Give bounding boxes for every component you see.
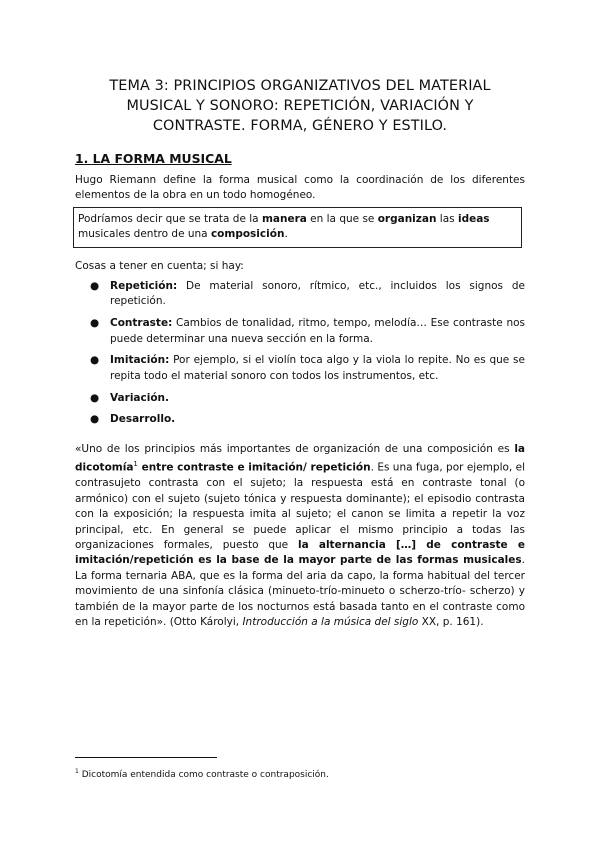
quote-bold: la alternancia […] de contraste e imitación/repetición es la base de la mayor parte de las formas musicales <box>75 538 525 567</box>
title-line: MUSICAL Y SONORO: REPETICIÓN, VARIACIÓN Y <box>126 98 474 114</box>
footnote <box>75 766 329 781</box>
title-line: CONTRASTE. FORMA, GÉNERO Y ESTILO. <box>152 118 448 134</box>
document-title <box>60 76 540 136</box>
considerations-intro: Cosas a tener en cuenta; si hay: <box>75 260 244 272</box>
box-bold: manera <box>261 213 307 225</box>
list-item-term: Variación. <box>110 391 170 404</box>
quote-bold: la dicotomía <box>75 443 525 474</box>
quote-bold: entre contraste e imitación/ repetición <box>137 461 371 474</box>
list-item <box>90 353 525 384</box>
quote-text: . Es una fuga, por ejemplo, el contrasujeto contrasta con el sujeto; la respuesta está en contraste tonal (o armónico) con el sujeto (sujeto tónica y respuesta dominante); el episodio contrasta con la exposición; la respuesta imita al sujeto; el canon se limita a repetir la voz principal, etc. En general se puede aplicar el mismo principio a todas las organizaciones formales, puesto que <box>75 461 525 551</box>
box-bold: ideas <box>457 213 490 225</box>
list-item-text: Cambios de tonalidad, ritmo, tempo, melodía… Ese contraste nos puede determinar una nueva sección en la forma. <box>110 317 525 345</box>
quote-italic: Introducción a la música del siglo <box>242 615 419 628</box>
list-item <box>90 391 525 406</box>
section-heading: 1. LA FORMA MUSICAL <box>75 151 232 166</box>
footnote-ref[interactable]: 1 <box>133 460 138 469</box>
box-text: en la que se <box>306 213 378 225</box>
list-item <box>90 412 525 427</box>
quote-text: XX, p. 161). <box>418 615 484 628</box>
box-bold: organizan <box>377 213 437 225</box>
list-item-text: De material sonoro, rítmico, etc., incluidos los signos de repetición. <box>110 280 525 308</box>
footnote-text: Dicotomía entendida como contraste o contraposición. <box>78 770 329 780</box>
list-item <box>90 316 525 347</box>
bullet-icon: ● <box>90 413 100 426</box>
quote-text: . La forma ternaria ABA, que es la forma del aria da capo, la forma habitual del tercer movimiento de una sinfonía clásica (minueto-trío-minueto o scherzo-trío- scherzo) y también de la mayor parte de los nocturnos está basada tanto en el contraste como en la repetición». (Otto Károlyi, <box>75 554 525 628</box>
list-item-term: Repetición: <box>110 280 178 292</box>
box-text: . <box>284 228 288 241</box>
bullet-icon: ● <box>90 354 100 367</box>
list-item-text: Por ejemplo, si el violín toca algo y la viola lo repite. No es que se repita todo el material sonoro con todos los instrumentos, etc. <box>110 354 525 382</box>
box-bold: composición <box>210 228 285 241</box>
box-text: las <box>436 213 458 225</box>
quote-paragraph <box>75 442 525 630</box>
title-line: TEMA 3: PRINCIPIOS ORGANIZATIVOS DEL MATERIAL <box>109 78 491 94</box>
bullet-icon: ● <box>90 280 100 292</box>
box-text: musicales dentro de una <box>78 228 211 241</box>
considerations-list <box>90 279 525 434</box>
box-text: Podríamos decir que se trata de la <box>78 213 262 225</box>
footnote-divider <box>75 757 217 758</box>
quote-text: «Uno de los principios más importantes de organización de una composición es <box>75 443 515 455</box>
bullet-icon: ● <box>90 391 100 404</box>
list-item <box>90 279 525 310</box>
highlight-box <box>73 207 522 248</box>
list-item-term: Contraste: <box>110 317 173 330</box>
list-item-term: Desarrollo. <box>110 413 176 426</box>
list-item-term: Imitación: <box>110 354 170 367</box>
footnote-number: 1 <box>75 768 79 775</box>
bullet-icon: ● <box>90 317 100 330</box>
intro-paragraph: Hugo Riemann define la forma musical como la coordinación de los diferentes elementos de la obra en un todo homogéneo. <box>75 174 525 202</box>
